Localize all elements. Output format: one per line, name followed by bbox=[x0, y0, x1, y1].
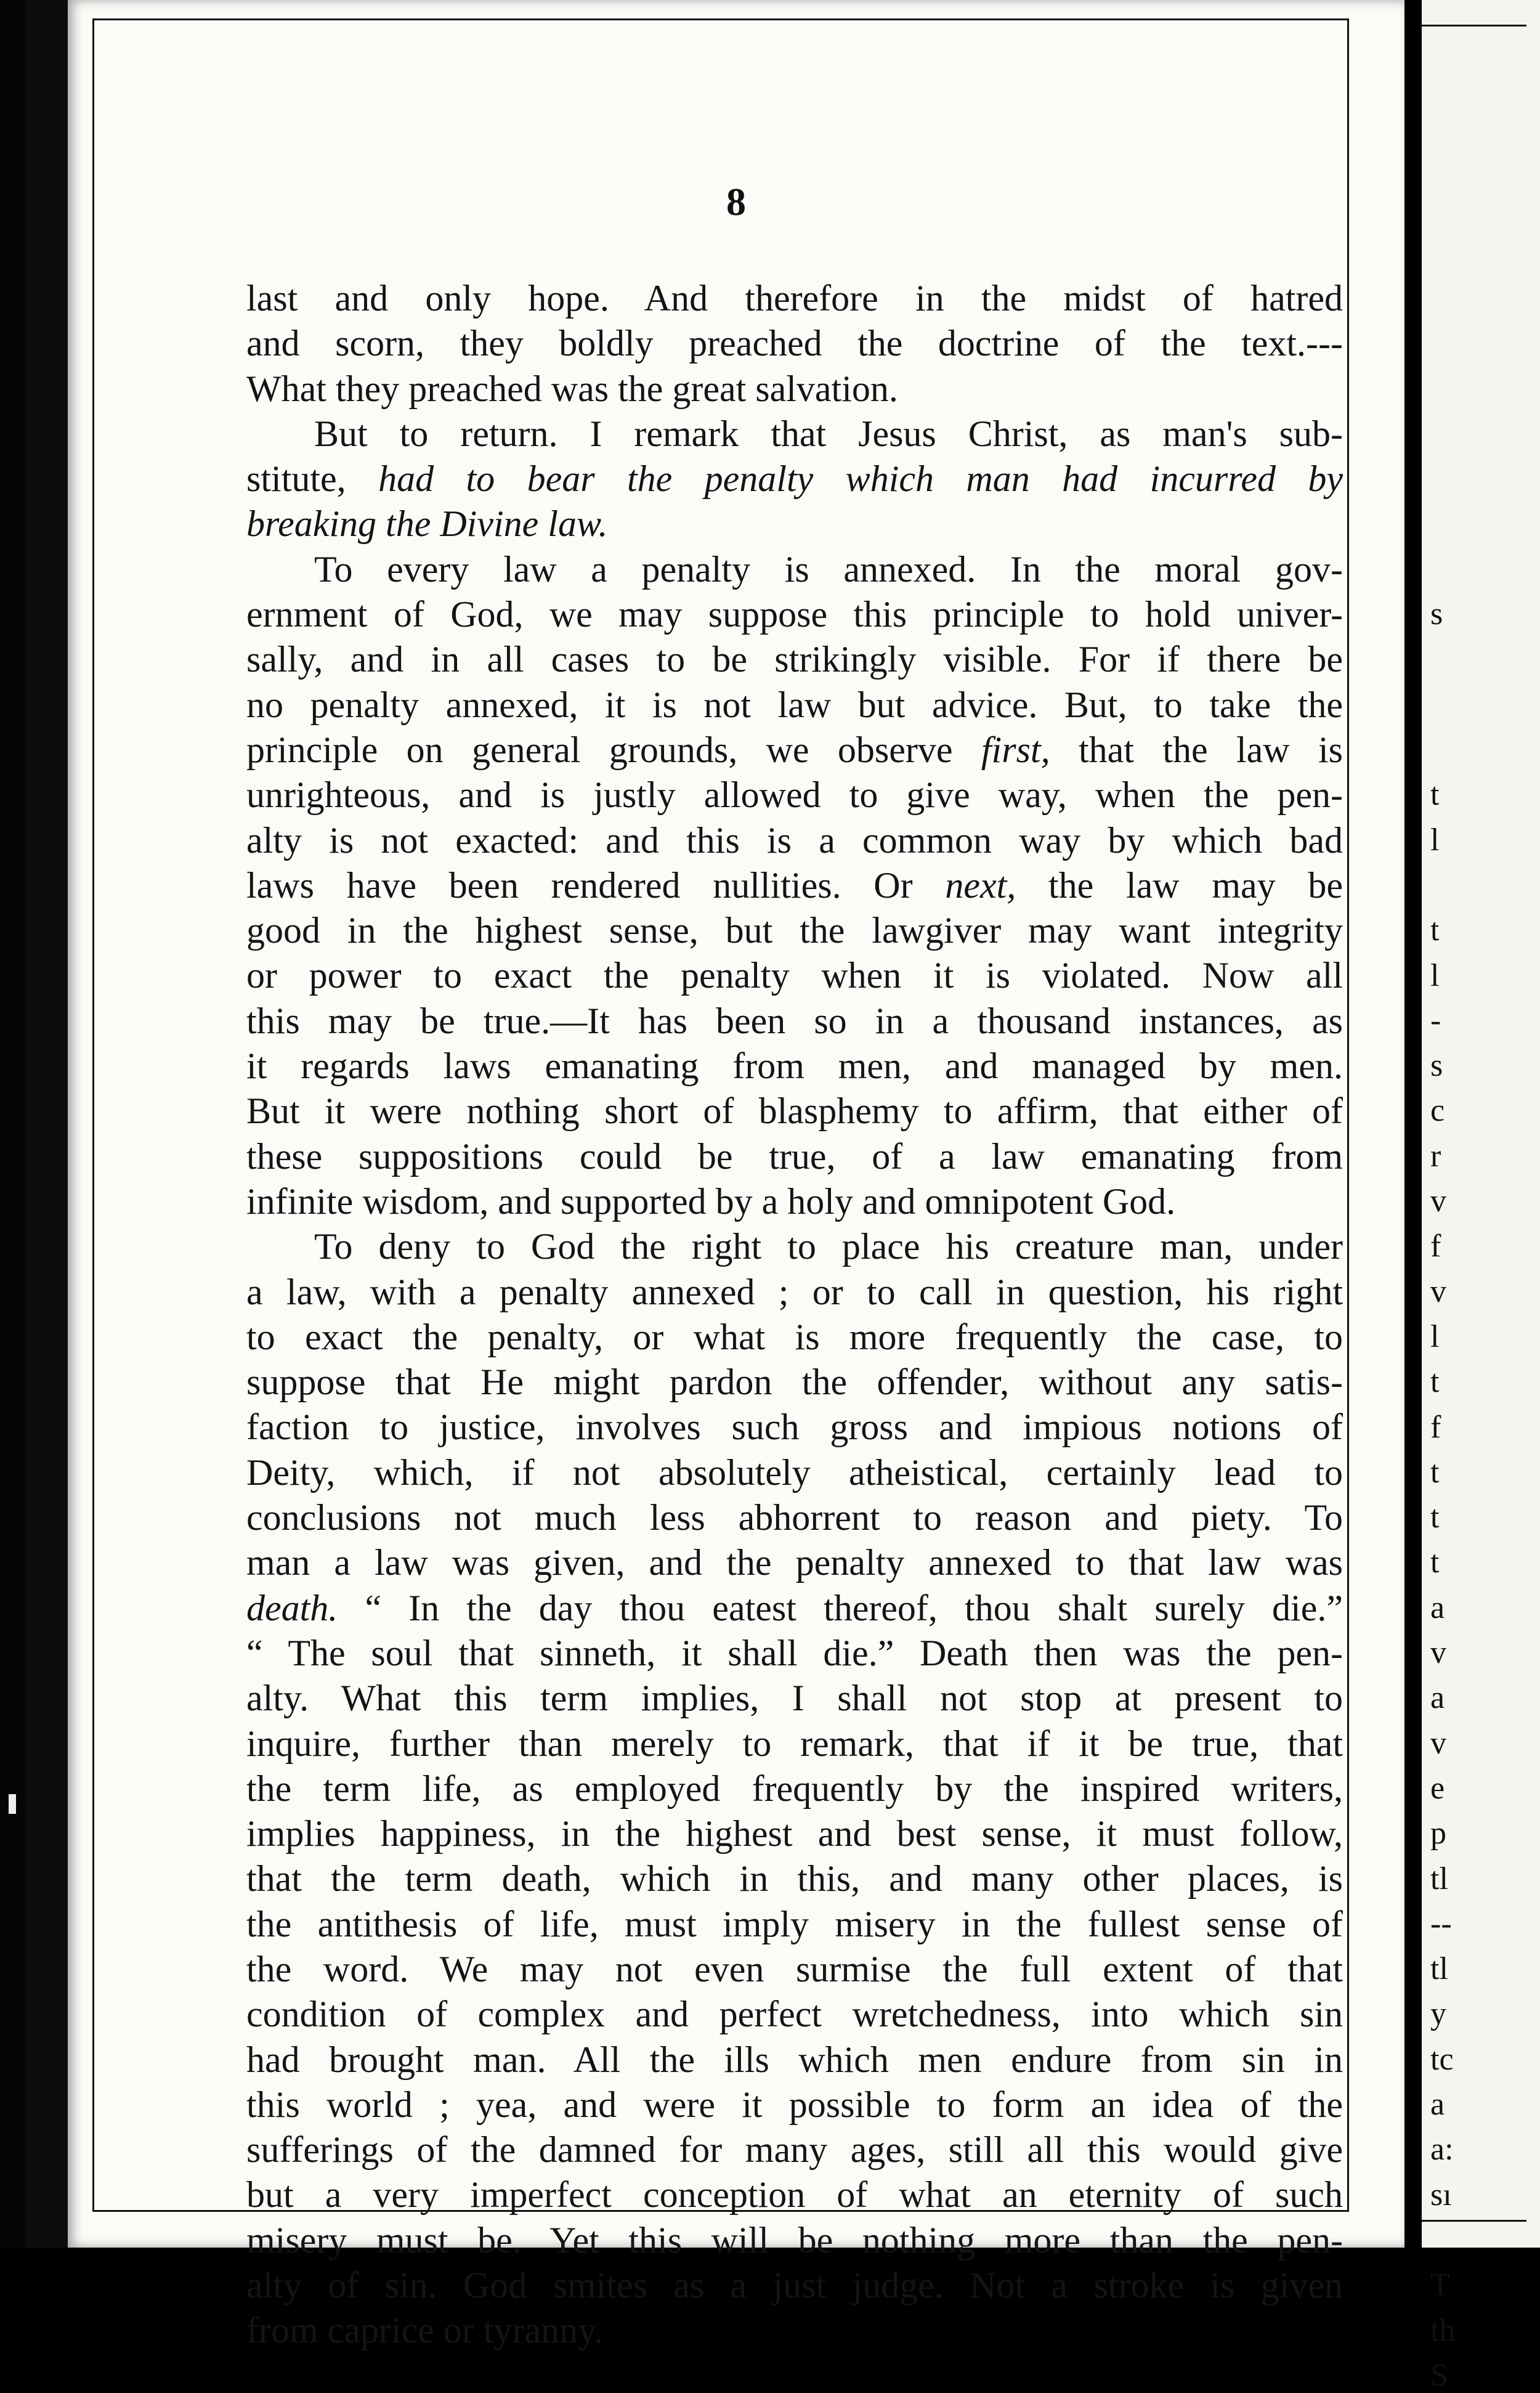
adjacent-page-fragment: l bbox=[1430, 1318, 1440, 1354]
text-line-roman: had brought man. All the ills which men endure from sin in bbox=[246, 2039, 1343, 2080]
text-line-roman: sally, and in all cases to be strikingly visible. For if there be bbox=[246, 639, 1343, 680]
text-line-italic: first, bbox=[981, 729, 1050, 770]
text-line bbox=[246, 683, 1343, 728]
adjacent-page-fragment: t bbox=[1430, 1545, 1440, 1580]
text-line-roman: from caprice or tyranny. bbox=[246, 2310, 604, 2351]
text-line bbox=[246, 412, 1343, 457]
adjacent-page-fragment: sı bbox=[1430, 2177, 1452, 2212]
text-line bbox=[246, 999, 1343, 1044]
adjacent-page-fragment: c bbox=[1430, 1093, 1445, 1129]
text-line bbox=[246, 2263, 1343, 2308]
text-line-italic: death. bbox=[246, 1587, 338, 1628]
text-line bbox=[246, 1044, 1343, 1089]
text-line bbox=[246, 1495, 1343, 1540]
text-line bbox=[246, 1134, 1343, 1179]
adjacent-page-fragment: t bbox=[1430, 912, 1440, 948]
text-line bbox=[246, 818, 1343, 863]
text-line-roman: inquire, further than merely to remark, that if it be true, that bbox=[246, 1723, 1343, 1764]
text-line-roman: last and only hope. And therefore in the midst of hatred bbox=[246, 278, 1343, 319]
adjacent-page-fragment: v bbox=[1430, 1184, 1446, 1219]
adjacent-page-fragment: p bbox=[1430, 1816, 1446, 1851]
adjacent-page-fragment: a bbox=[1430, 1680, 1445, 1716]
text-line-roman: But it were nothing short of blasphemy to affirm, that either of bbox=[246, 1091, 1343, 1132]
text-line bbox=[246, 1179, 1343, 1224]
text-line-roman: faction to justice, involves such gross and impious notions of bbox=[246, 1407, 1343, 1448]
text-line-roman: implies happiness, in the highest and best sense, it must follow, bbox=[246, 1813, 1343, 1855]
text-line-roman: or power to exact the penalty when it is violated. Now all bbox=[246, 955, 1343, 996]
text-line bbox=[246, 457, 1343, 502]
text-line bbox=[246, 1947, 1343, 1992]
text-line bbox=[246, 1224, 1343, 1269]
text-line bbox=[246, 1766, 1343, 1811]
page-gutter bbox=[1404, 0, 1422, 2248]
text-line bbox=[246, 908, 1343, 953]
text-line bbox=[246, 2308, 1343, 2353]
adjacent-page-fragment: -- bbox=[1430, 1906, 1452, 1941]
text-line-roman: “ The soul that sinneth, it shall die.” Death then was the pen- bbox=[246, 1632, 1343, 1673]
adjacent-page-fragment: r bbox=[1430, 1138, 1441, 1174]
text-line bbox=[246, 953, 1343, 998]
text-line bbox=[246, 2127, 1343, 2172]
text-line-roman: alty is not exacted: and this is a common way by which bad bbox=[246, 819, 1343, 861]
adjacent-page-fragment: tl bbox=[1430, 1861, 1448, 1896]
text-line-roman: the antithesis of life, must imply misery in the fullest sense of bbox=[246, 1903, 1343, 1944]
text-line-roman: To deny to God the right to place his creature man, under bbox=[314, 1226, 1343, 1267]
adjacent-page-fragment: s bbox=[1430, 596, 1443, 632]
adjacent-page-fragment: v bbox=[1430, 1725, 1446, 1761]
text-line-roman: no penalty annexed, it is not law but advice. But, to take the bbox=[246, 684, 1343, 725]
adjacent-page-fragment: a bbox=[1430, 2087, 1445, 2122]
text-line bbox=[246, 276, 1343, 321]
text-line bbox=[246, 1360, 1343, 1405]
text-line-roman: ernment of God, we may suppose this principle to hold univer- bbox=[246, 594, 1343, 635]
text-line bbox=[246, 2082, 1343, 2127]
text-line bbox=[246, 367, 1343, 412]
adjacent-page-fragment: S bbox=[1430, 2357, 1448, 2393]
adjacent-page-fragment: v bbox=[1430, 1274, 1446, 1309]
text-line bbox=[246, 1992, 1343, 2037]
text-line bbox=[246, 2218, 1343, 2263]
scan-artifact-mark bbox=[9, 1794, 16, 1814]
text-line bbox=[246, 502, 1343, 546]
text-line-after: that the law is bbox=[1050, 729, 1343, 770]
text-line bbox=[246, 1450, 1343, 1495]
text-line bbox=[246, 547, 1343, 592]
text-line-roman: unrighteous, and is justly allowed to give way, when the pen- bbox=[246, 774, 1343, 816]
text-line-roman: this world ; yea, and were it possible to form an idea of the bbox=[246, 2084, 1343, 2125]
adjacent-page-fragment: T bbox=[1430, 2267, 1450, 2303]
adjacent-page-text bbox=[1430, 0, 1535, 2393]
text-line-roman: to exact the penalty, or what is more frequently the case, to bbox=[246, 1316, 1343, 1357]
text-line-roman: and scorn, they boldly preached the doctrine of the text.--- bbox=[246, 323, 1343, 364]
adjacent-page-fragment: tl bbox=[1430, 1951, 1448, 1987]
text-line-roman: these suppositions could be true, of a law emanating from bbox=[246, 1136, 1343, 1177]
text-line-roman: but a very imperfect conception of what an eternity of such bbox=[246, 2174, 1343, 2216]
text-line bbox=[246, 1631, 1343, 1676]
text-line-roman: a law, with a penalty annexed ; or to call in question, his right bbox=[246, 1271, 1343, 1312]
text-line-roman: principle on general grounds, we observe bbox=[246, 729, 981, 770]
text-line-roman: the word. We may not even surmise the full extent of that bbox=[246, 1948, 1343, 1989]
adjacent-page-edge bbox=[1422, 0, 1540, 2393]
adjacent-page-fragment: f bbox=[1430, 1229, 1441, 1264]
text-line bbox=[246, 728, 1343, 773]
text-line-roman: But to return. I remark that Jesus Christ, as man's sub- bbox=[314, 413, 1343, 454]
adjacent-page-fragment: v bbox=[1430, 1635, 1446, 1670]
adjacent-page-fragment: l bbox=[1430, 822, 1440, 858]
text-line-roman: stitute, bbox=[246, 458, 379, 500]
adjacent-page-fragment: tc bbox=[1430, 2041, 1454, 2077]
adjacent-page-fragment: f bbox=[1430, 1409, 1441, 1445]
book-binding-edge bbox=[25, 0, 71, 2248]
adjacent-page-fragment: t bbox=[1430, 1364, 1440, 1400]
adjacent-page-fragment: t bbox=[1430, 1454, 1440, 1490]
text-line-roman: that the term death, which in this, and many other places, is bbox=[246, 1858, 1343, 1899]
adjacent-page-fragment: t bbox=[1430, 777, 1440, 813]
text-line bbox=[246, 1270, 1343, 1315]
text-line-roman: condition of complex and perfect wretchedness, into which sin bbox=[246, 1994, 1343, 2035]
text-line bbox=[246, 1676, 1343, 1721]
text-line-roman: conclusions not much less abhorrent to reason and piety. To bbox=[246, 1497, 1343, 1538]
text-line-italic: breaking the Divine law. bbox=[246, 503, 608, 545]
text-line bbox=[246, 2172, 1343, 2217]
text-line bbox=[246, 773, 1343, 818]
text-line bbox=[246, 1315, 1343, 1360]
adjacent-page-fragment: - bbox=[1430, 1002, 1441, 1038]
text-line bbox=[246, 592, 1343, 637]
text-line-italic: next, bbox=[945, 864, 1016, 906]
adjacent-page-fragment: a: bbox=[1430, 2132, 1454, 2168]
text-line bbox=[246, 637, 1343, 682]
page-number: 8 bbox=[726, 180, 746, 224]
text-line bbox=[246, 1721, 1343, 1766]
text-line bbox=[246, 321, 1343, 366]
text-line bbox=[246, 1586, 1343, 1631]
text-line-after: the law may be bbox=[1016, 864, 1343, 906]
adjacent-page-fragment: y bbox=[1430, 1996, 1446, 2032]
body-text bbox=[246, 276, 1343, 2354]
adjacent-page-fragment: l bbox=[1430, 957, 1440, 993]
adjacent-page-fragment: th bbox=[1430, 2312, 1456, 2348]
text-line-roman: this may be true.—It has been so in a thousand instances, as bbox=[246, 1000, 1343, 1041]
text-line-roman: misery must be. Yet this will be nothing more than the pen- bbox=[246, 2219, 1343, 2261]
text-line-roman: What they preached was the great salvation. bbox=[246, 368, 898, 409]
book-page bbox=[68, 0, 1404, 2351]
adjacent-page-fragment: t bbox=[1430, 1500, 1440, 1535]
adjacent-page-fragment: e bbox=[1430, 1770, 1445, 1806]
text-line-roman: laws have been rendered nullities. Or bbox=[246, 864, 946, 906]
text-line-roman: good in the highest sense, but the lawgiver may want integrity bbox=[246, 910, 1343, 951]
text-line bbox=[246, 1089, 1343, 1134]
text-line bbox=[246, 2038, 1343, 2082]
text-line-roman: alty. What this term implies, I shall not stop at present to bbox=[246, 1678, 1343, 1719]
text-line bbox=[246, 1540, 1343, 1585]
text-line-roman: sufferings of the damned for many ages, still all this would give bbox=[246, 2129, 1343, 2171]
adjacent-page-fragment: a bbox=[1430, 1590, 1445, 1625]
text-line-after: “ In the day thou eatest thereof, thou shalt surely die.” bbox=[338, 1587, 1343, 1628]
text-line-roman: alty of sin. God smites as a just judge. Not a stroke is given bbox=[246, 2265, 1343, 2306]
text-line-roman: To every law a penalty is annexed. In the moral gov- bbox=[314, 548, 1343, 590]
text-line bbox=[246, 1856, 1343, 1901]
text-line bbox=[246, 1811, 1343, 1856]
text-line-roman: Deity, which, if not absolutely atheistical, certainly lead to bbox=[246, 1452, 1343, 1493]
text-line-roman: infinite wisdom, and supported by a holy and omnipotent God. bbox=[246, 1180, 1176, 1222]
text-line bbox=[246, 1405, 1343, 1450]
text-line bbox=[246, 863, 1343, 908]
adjacent-page-fragment: s bbox=[1430, 1048, 1443, 1084]
text-line-roman: man a law was given, and the penalty annexed to that law was bbox=[246, 1542, 1343, 1583]
text-line bbox=[246, 1902, 1343, 1947]
text-line-roman: it regards laws emanating from men, and managed by men. bbox=[246, 1046, 1343, 1087]
text-line-italic: had to bear the penalty which man had incurred by bbox=[378, 458, 1343, 500]
text-line-roman: the term life, as employed frequently by the inspired writers, bbox=[246, 1768, 1343, 1809]
text-line-roman: suppose that He might pardon the offender, without any satis- bbox=[246, 1362, 1343, 1403]
